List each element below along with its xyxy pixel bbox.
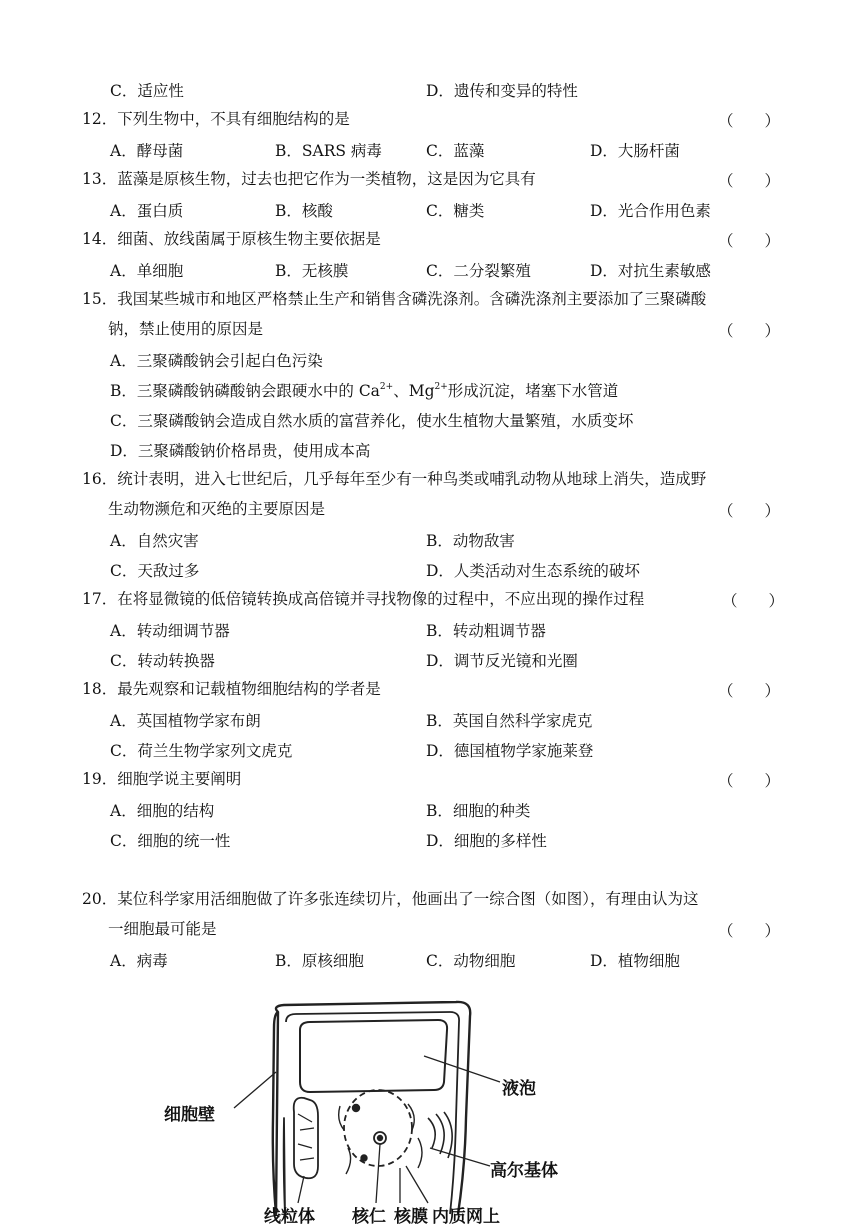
q15-option-b-text-3: 形成沉淀，堵塞下水管道 <box>447 382 619 400</box>
q12-answer-blank[interactable]: （ ） <box>718 112 781 130</box>
q14-answer-blank[interactable]: （ ） <box>718 232 781 250</box>
label-golgi: 高尔基体 <box>490 1161 558 1181</box>
nucleus-shape <box>344 1090 412 1166</box>
dot-2 <box>362 1156 367 1161</box>
q14-option-a[interactable]: A．单细胞 <box>110 262 184 280</box>
q17-option-c[interactable]: C．转动转换器 <box>110 652 215 670</box>
q15-stem-line1: 15．我国某些城市和地区严格禁止生产和销售含磷洗涤剂。含磷洗涤剂主要添加了三聚磷酸 <box>82 290 707 308</box>
q16-answer-blank[interactable]: （ ） <box>718 502 781 520</box>
dot-1 <box>353 1105 359 1111</box>
q15-option-b[interactable] <box>110 379 618 401</box>
q11-option-c[interactable]: C．适应性 <box>110 82 184 100</box>
q20-option-c[interactable]: C．动物细胞 <box>426 952 516 970</box>
q19-answer-blank[interactable]: （ ） <box>718 772 781 790</box>
q13-option-d[interactable]: D．光合作用色素 <box>590 202 711 220</box>
q17-option-a[interactable]: A．转动细调节器 <box>110 622 230 640</box>
mitochondria-shape <box>294 1098 318 1178</box>
q14-option-c[interactable]: C．二分裂繁殖 <box>426 262 531 280</box>
label-nucleolus: 核仁 <box>352 1207 386 1227</box>
q18-option-d[interactable]: D．德国植物学家施莱登 <box>426 742 594 760</box>
label-cell-wall: 细胞壁 <box>164 1105 215 1125</box>
q16-option-b[interactable]: B．动物敌害 <box>426 532 515 550</box>
q18-option-b[interactable]: B．英国自然科学家虎克 <box>426 712 593 730</box>
q19-stem: 19．细胞学说主要阐明 <box>82 770 242 788</box>
q18-answer-blank[interactable]: （ ） <box>718 682 781 700</box>
q20-option-b[interactable]: B．原核细胞 <box>275 952 364 970</box>
q13-option-b[interactable]: B．核酸 <box>275 202 333 220</box>
label-er: 内质网上 <box>432 1207 500 1227</box>
q15-option-b-text-1: B．三聚磷酸钠磷酸钠会跟硬水中的 Ca <box>110 382 380 400</box>
q17-stem: 17．在将显微镜的低倍镜转换成高倍镜并寻找物像的过程中，不应出现的操作过程 <box>82 590 645 608</box>
q20-option-a[interactable]: A．病毒 <box>110 952 168 970</box>
q20-stem-line1: 20．某位科学家用活细胞做了许多张连续切片，他画出了一综合图（如图），有理由认为这 <box>82 890 699 908</box>
q14-stem: 14．细菌、放线菌属于原核生物主要依据是 <box>82 230 381 248</box>
q19-option-b[interactable]: B．细胞的种类 <box>426 802 531 820</box>
q20-answer-blank[interactable]: （ ） <box>718 922 781 940</box>
q16-stem-line2: 生动物濒危和灭绝的主要原因是 <box>108 500 326 518</box>
q16-stem-line1: 16．统计表明，进入七世纪后，几乎每年至少有一种鸟类或哺乳动物从地球上消失，造成野 <box>82 470 707 488</box>
q15-option-a[interactable]: A．三聚磷酸钠会引起白色污染 <box>110 352 323 370</box>
q14-option-d[interactable]: D．对抗生素敏感 <box>590 262 711 280</box>
q12-option-d[interactable]: D．大肠杆菌 <box>590 142 680 160</box>
q12-option-b[interactable]: B．SARS 病毒 <box>275 142 382 160</box>
q13-stem: 13．蓝藻是原核生物，过去也把它作为一类植物，这是因为它具有 <box>82 170 536 188</box>
q15-option-b-sup-2: 2+ <box>434 382 448 392</box>
q16-option-c[interactable]: C．天敌过多 <box>110 562 200 580</box>
q13-option-c[interactable]: C．糖类 <box>426 202 485 220</box>
q13-option-a[interactable]: A．蛋白质 <box>110 202 184 220</box>
q14-option-b[interactable]: B．无核膜 <box>275 262 349 280</box>
q19-option-c[interactable]: C．细胞的统一性 <box>110 832 231 850</box>
nucleolus-core <box>378 1136 382 1140</box>
q19-option-d[interactable]: D．细胞的多样性 <box>426 832 547 850</box>
cell-membrane-outline <box>284 1012 459 1214</box>
q17-option-b[interactable]: B．转动粗调节器 <box>426 622 546 640</box>
plant-cell-drawing <box>160 998 620 1214</box>
q15-answer-blank[interactable]: （ ） <box>718 322 781 340</box>
q15-stem-line2: 钠，禁止使用的原因是 <box>108 320 264 338</box>
q18-stem: 18．最先观察和记载植物细胞结构的学者是 <box>82 680 381 698</box>
q18-option-a[interactable]: A．英国植物学家布朗 <box>110 712 261 730</box>
q11-option-d[interactable]: D．遗传和变异的特性 <box>426 82 578 100</box>
q12-option-c[interactable]: C．蓝藻 <box>426 142 485 160</box>
q17-option-d[interactable]: D．调节反光镜和光圈 <box>426 652 578 670</box>
q12-option-a[interactable]: A．酵母菌 <box>110 142 184 160</box>
plant-cell-diagram <box>160 998 620 1227</box>
q19-option-a[interactable]: A．细胞的结构 <box>110 802 215 820</box>
q18-option-c[interactable]: C．荷兰生物学家列文虎克 <box>110 742 293 760</box>
q17-answer-blank[interactable]: （ ） <box>722 592 785 610</box>
q12-stem: 12．下列生物中，不具有细胞结构的是 <box>82 110 350 128</box>
q20-option-d[interactable]: D．植物细胞 <box>590 952 680 970</box>
q13-answer-blank[interactable]: （ ） <box>718 172 781 190</box>
mitochondria-cristae <box>298 1114 314 1160</box>
q15-option-b-text-2: 、Mg <box>393 382 435 400</box>
q15-option-c[interactable]: C．三聚磷酸钠会造成自然水质的富营养化，使水生植物大量繁殖，水质变坏 <box>110 412 634 430</box>
q16-option-d[interactable]: D．人类活动对生态系统的破坏 <box>426 562 640 580</box>
label-mitochondria: 线粒体 <box>264 1207 315 1227</box>
q15-option-d[interactable]: D．三聚磷酸钠价格昂贵，使用成本高 <box>110 442 371 460</box>
q20-stem-line2: 一细胞最可能是 <box>108 920 217 938</box>
label-vacuole: 液泡 <box>502 1079 536 1099</box>
q15-option-b-sup-1: 2+ <box>379 382 394 392</box>
q16-option-a[interactable]: A．自然灾害 <box>110 532 199 550</box>
label-nuclear-membrane: 核膜 <box>394 1207 428 1227</box>
